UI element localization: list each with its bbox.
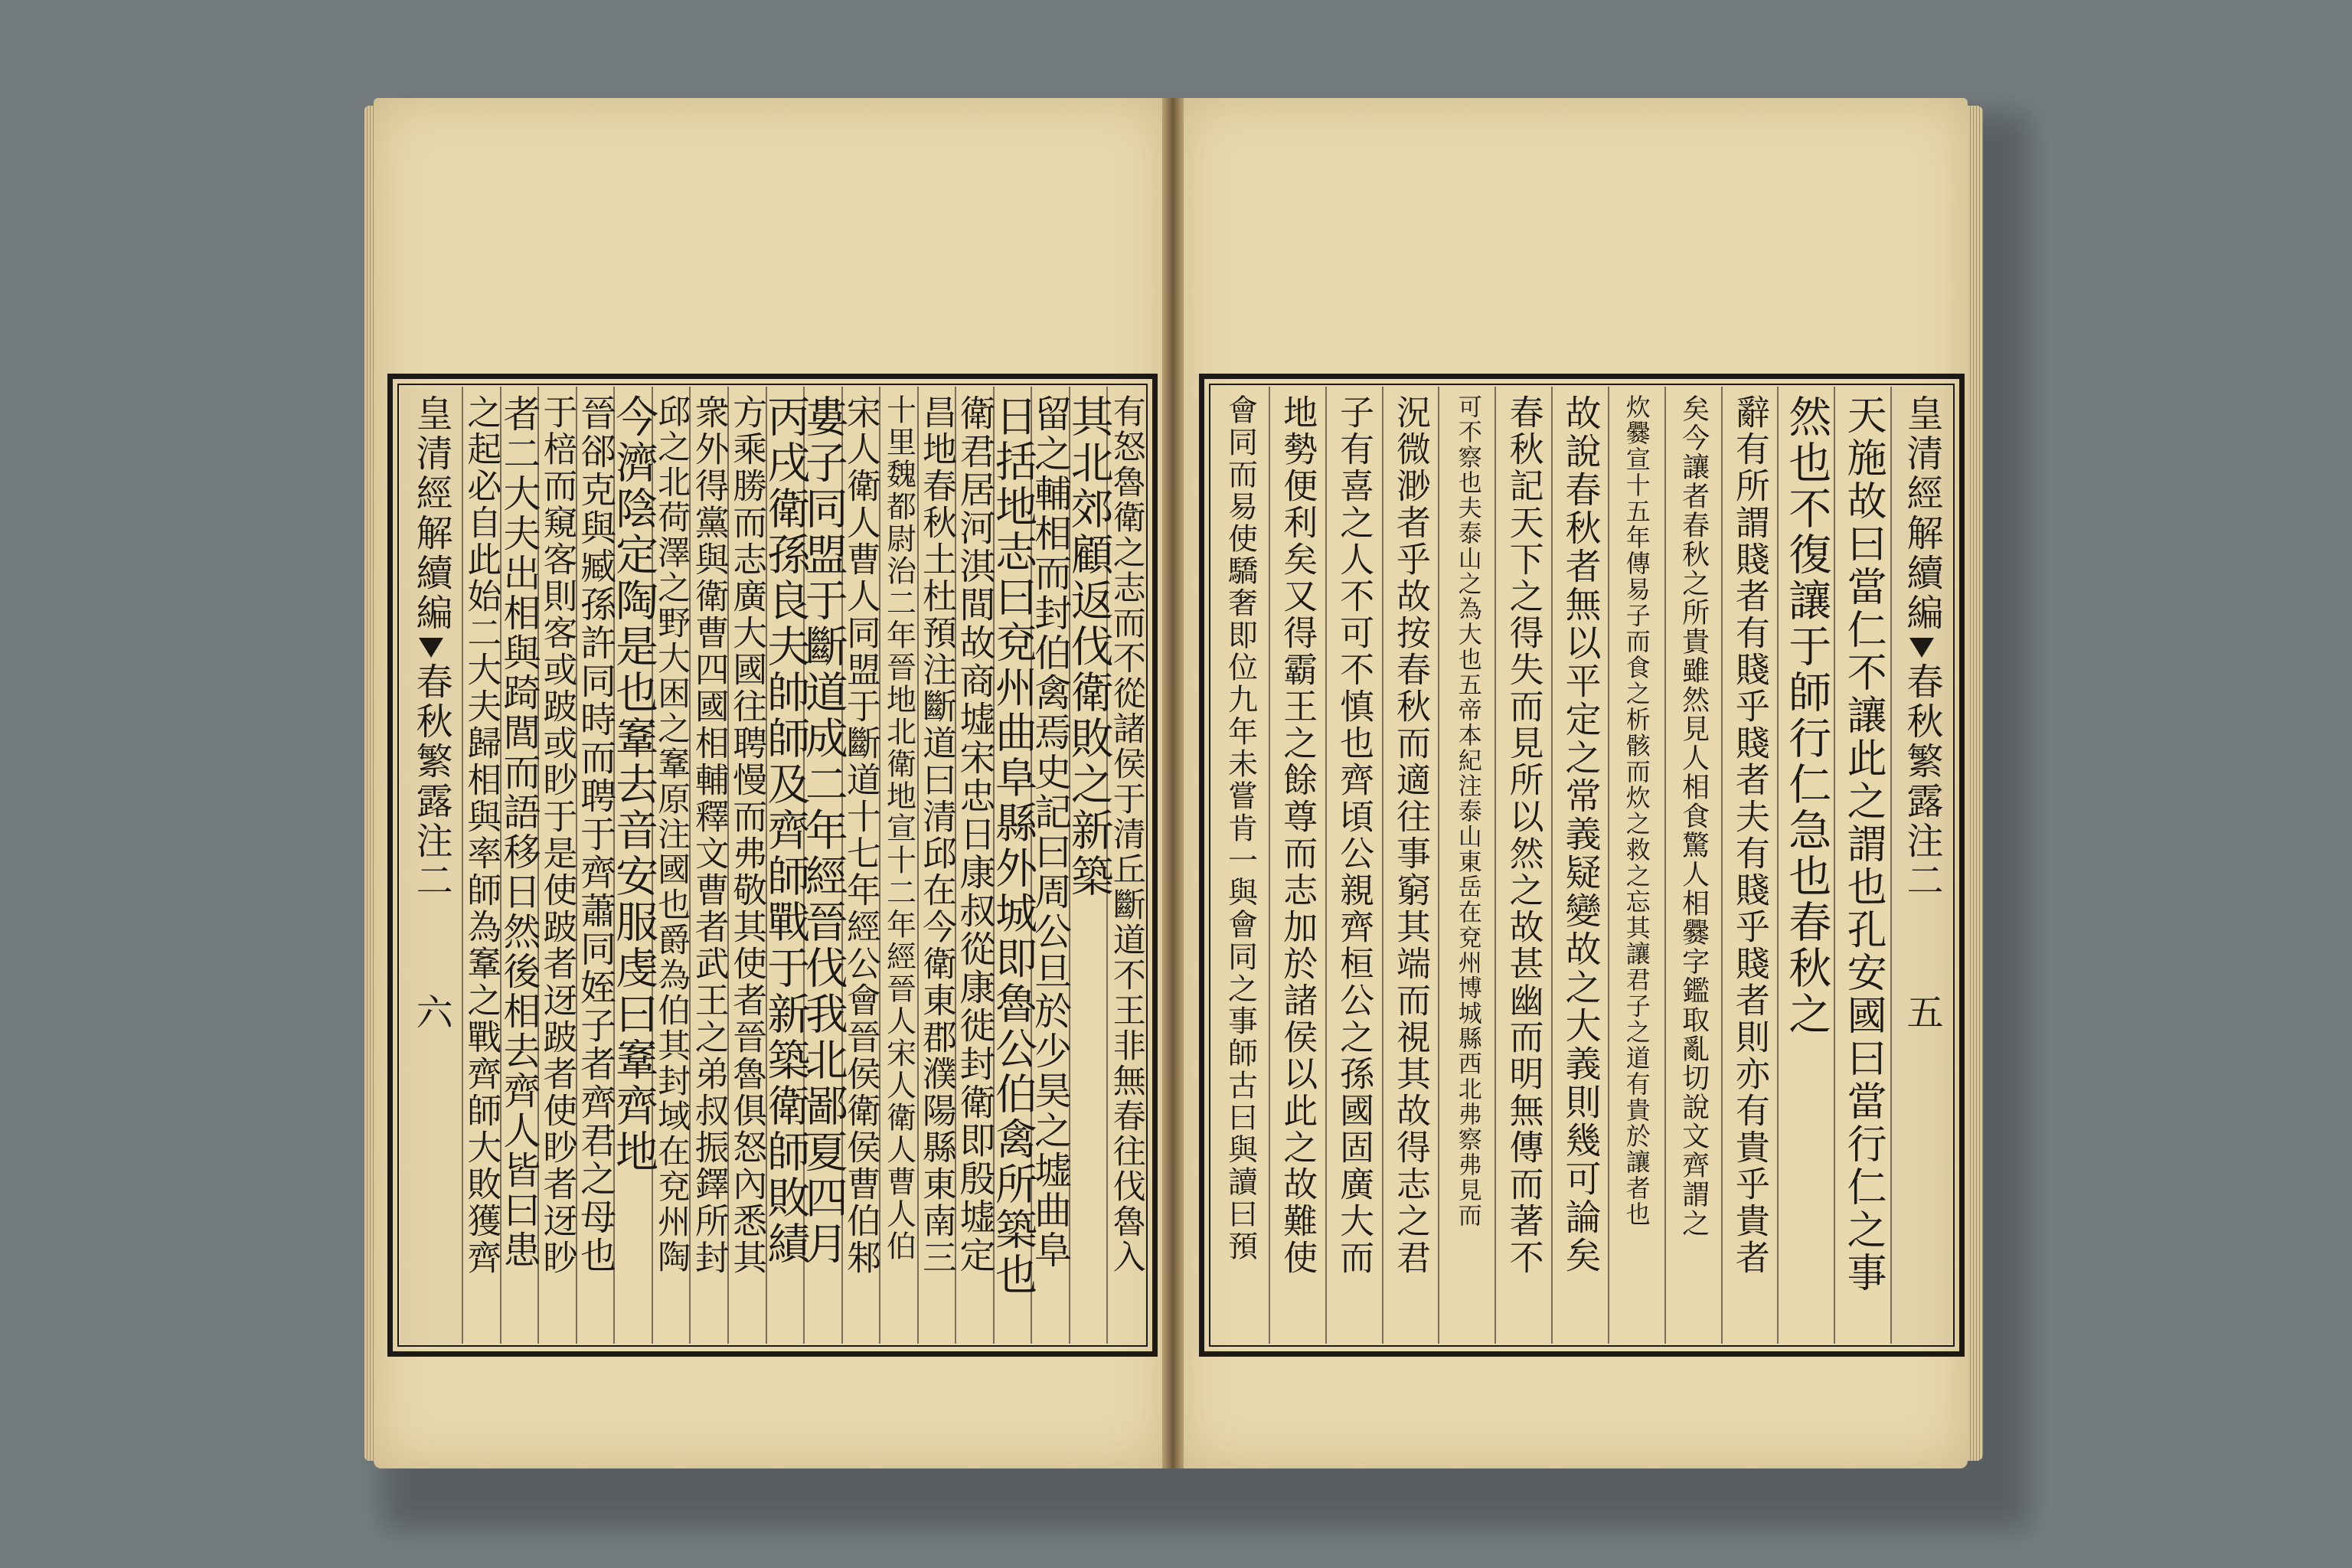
book-gutter — [1162, 98, 1184, 1468]
right-column-text: 故說春秋者無以平定之常義疑變故之大義則幾可論矣 — [1559, 394, 1602, 1275]
right-column-text: 炊爨宣十五年傳易子而食之析骸而炊之救之忘其讓君子之道有貴於讓者也 — [1622, 394, 1651, 1227]
left-text-column — [1063, 387, 1114, 1344]
right-text-column — [1325, 387, 1382, 1344]
right-column-text: 子有喜之人不可不慎也齊頃公親齊桓公之孫國固廣大而 — [1334, 394, 1375, 1276]
left-column-text: 昌地春秋土杜預注斷道曰清邱在今衛東郡濮陽縣東南三 — [916, 394, 957, 1276]
left-column-text: 留之輔相而封伯禽焉史記曰周公旦於少昊之墟曲阜 — [1028, 394, 1073, 1270]
left-text-column — [688, 387, 730, 1344]
right-text-column — [1212, 387, 1269, 1344]
left-text-column — [841, 387, 880, 1344]
left-column-text: 邱之北荷澤之野大困之鞌原注國也爵為伯其封域在兗州陶 — [652, 394, 691, 1275]
right-column-text: 辭有所謂賤者有賤乎賤者夫有賤乎賤者則亦有貴乎貴者 — [1729, 394, 1770, 1276]
right-column-text: 然也不復讓于師行仁急也春秋之 — [1782, 394, 1832, 1037]
right-text-column — [1438, 387, 1494, 1344]
left-column-text: 方乘勝而志廣大國往聘慢而弗敬其使者晉魯俱怒內悉其 — [727, 394, 768, 1276]
right-column-text: 地勢便利矣又得霸王之餘尊而志加於諸侯以此之故難使 — [1277, 394, 1318, 1276]
left-column-text: 衆外得黨與衛曹四國相輔釋文曹者武王之弟叔振鐸所封 — [688, 394, 730, 1276]
left-text-column — [760, 387, 811, 1344]
left-text-column — [1028, 387, 1073, 1344]
left-text-column — [1106, 387, 1145, 1344]
left-margin-chapter: 春秋繁露注二 — [410, 662, 453, 901]
left-column-text: 衛君居河淇間故商墟宋忠日康叔從康徙封衛即殷墟定 — [953, 394, 996, 1275]
right-text-column — [1382, 387, 1439, 1344]
right-margin-column — [1890, 387, 1952, 1344]
left-text-column — [652, 387, 690, 1344]
right-margin-title: 皇清經解續編 — [1900, 394, 1943, 633]
left-text-column — [988, 387, 1038, 1344]
left-text-column — [798, 387, 848, 1344]
right-column-text: 會同而易使驕奢即位九年未嘗肯一與會同之事師古曰與讀曰預 — [1223, 394, 1258, 1263]
left-text-column — [497, 387, 541, 1344]
left-fishtail-mark — [419, 638, 443, 658]
right-text-column — [1777, 387, 1834, 1344]
right-column-text: 矣今讓者春秋之所貴雖然見人相食驚人相爨字鑑取亂切說文齊謂之 — [1677, 394, 1710, 1238]
right-column-text: 可不察也夫泰山之為大也五帝本紀注泰山東岳在兗州博城縣西北弗察弗見而 — [1453, 394, 1481, 1228]
right-margin-chapter: 春秋繁露注二 — [1900, 662, 1943, 901]
left-text-column — [727, 387, 766, 1344]
left-column-text: 十里魏都尉治二年晉地北衛地宣十二年經晉人宋人衛人曹人伯 — [881, 394, 916, 1263]
left-column-text: 之起必自此始二大夫歸相與率師為鞌之戰齊師大敗獲齊 — [461, 394, 502, 1276]
left-column-text: 丙戌衛孫良夫帥師及齊師戰于新築衛師敗績 — [760, 394, 811, 1267]
right-text-frame — [1199, 374, 1965, 1357]
right-text-column — [1608, 387, 1664, 1344]
left-text-column — [917, 387, 956, 1344]
left-column-text: 其北郊顧返伐衛敗之新築 — [1063, 394, 1114, 900]
right-text-column — [1494, 387, 1551, 1344]
right-column-text: 春秋記天下之得失而見所以然之故甚幽而明無傳而著不 — [1503, 394, 1544, 1276]
left-text-column — [574, 387, 617, 1344]
left-text-column — [953, 387, 996, 1344]
left-text-column — [879, 387, 917, 1344]
left-column-text: 婁子同盟于斷道成二年經晉伐我北鄙夏四月 — [798, 394, 848, 1267]
left-column-text: 日括地志曰兗州曲阜縣外城即魯公伯禽所築也 — [988, 394, 1038, 1298]
right-fishtail-mark — [1909, 638, 1934, 658]
right-folio-number: 五 — [1900, 993, 1943, 1033]
left-text-frame — [387, 374, 1158, 1357]
left-margin-column — [400, 387, 462, 1344]
left-margin-title: 皇清經解續編 — [410, 394, 453, 633]
left-column-text: 晉郤克與臧孫許同時而聘于齊蕭同姪子者齊君之母也 — [574, 394, 617, 1275]
left-column-text: 有怒魯衛之志而不從諸侯于清丘斷道不王非無春往伐魯入 — [1107, 394, 1146, 1275]
left-column-text: 今濟陰定陶是也鞌去音安服虔曰鞌齊地 — [609, 394, 659, 1175]
right-columns — [1212, 387, 1952, 1344]
right-text-column — [1721, 387, 1778, 1344]
left-column-text: 者二大夫出相與踦閭而語移日然後相去齊人皆曰患 — [497, 394, 541, 1270]
left-columns — [400, 387, 1145, 1344]
right-text-column — [1269, 387, 1325, 1344]
left-folio-number: 六 — [410, 993, 453, 1033]
right-text-column — [1551, 387, 1608, 1344]
left-column-text: 宋人衛人曹人同盟于斷道十七年經公會晉侯衛侯曹伯邾 — [840, 394, 881, 1276]
right-column-text: 天施故曰當仁不讓此之謂也孔安國曰當行仁之事 — [1840, 394, 1886, 1295]
left-text-column — [462, 387, 500, 1344]
right-text-column — [1834, 387, 1890, 1344]
left-column-text: 于棓而窺客則客或跛或眇于是使跛者迓跛者使眇者迓眇 — [537, 394, 578, 1276]
left-text-column — [537, 387, 576, 1344]
right-column-text: 況微渺者乎故按春秋而適往事窮其端而視其故得志之君 — [1390, 394, 1431, 1276]
right-text-column — [1664, 387, 1721, 1344]
left-text-column — [609, 387, 659, 1344]
